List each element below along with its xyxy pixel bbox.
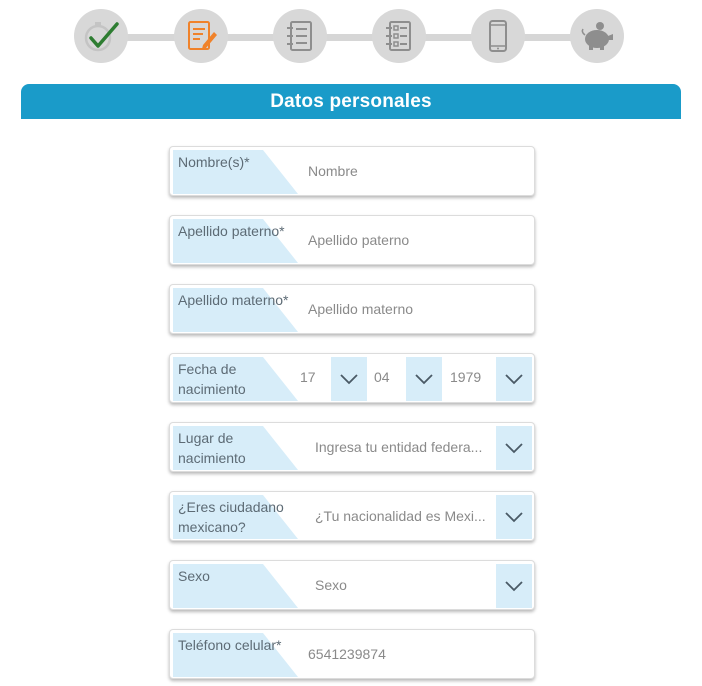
lugar-nacimiento-field[interactable] bbox=[169, 422, 535, 472]
month-dropdown-button[interactable] bbox=[406, 357, 442, 401]
fecha-nacimiento-field bbox=[169, 353, 535, 403]
telefono-input[interactable]: 6541239874 bbox=[308, 646, 386, 662]
year-dropdown-button[interactable] bbox=[496, 357, 532, 401]
sexo-select[interactable]: Sexo bbox=[315, 577, 347, 593]
chevron-down-icon bbox=[505, 580, 523, 592]
ciudadano-field[interactable] bbox=[169, 491, 535, 541]
sexo-field[interactable] bbox=[169, 560, 535, 610]
sexo-dropdown-button[interactable] bbox=[496, 564, 532, 608]
section-title: Datos personales bbox=[270, 90, 432, 112]
apellido-materno-field[interactable] bbox=[169, 284, 535, 334]
step-2-current[interactable] bbox=[174, 9, 228, 63]
smartphone-icon bbox=[480, 18, 516, 54]
chevron-down-icon bbox=[505, 442, 523, 454]
checklist-icon bbox=[282, 18, 318, 54]
step-4[interactable] bbox=[372, 9, 426, 63]
apellido-paterno-label: Apellido paterno* bbox=[178, 223, 285, 239]
nombre-input[interactable]: Nombre bbox=[308, 163, 358, 179]
progress-stepper bbox=[74, 9, 626, 65]
telefono-field[interactable] bbox=[169, 629, 535, 679]
apellido-paterno-input[interactable]: Apellido paterno bbox=[308, 232, 410, 248]
notebook-checklist-icon bbox=[381, 18, 417, 54]
chevron-down-icon bbox=[415, 373, 433, 385]
ciudadano-select[interactable]: ¿Tu nacionalidad es Mexi... bbox=[315, 508, 486, 524]
step-3[interactable] bbox=[273, 9, 327, 63]
section-header bbox=[21, 84, 681, 119]
chevron-down-icon bbox=[340, 373, 358, 385]
day-select-value[interactable]: 17 bbox=[300, 369, 316, 385]
fecha-nacimiento-label: Fecha de nacimiento bbox=[178, 361, 246, 397]
telefono-label: Teléfono celular* bbox=[178, 637, 282, 653]
step-6[interactable] bbox=[570, 9, 624, 63]
piggy-bank-icon bbox=[578, 18, 616, 54]
ciudadano-label: ¿Eres ciudadano mexicano? bbox=[178, 499, 284, 535]
apellido-paterno-field[interactable] bbox=[169, 215, 535, 265]
apellido-materno-input[interactable]: Apellido materno bbox=[308, 301, 414, 317]
ciudadano-dropdown-button[interactable] bbox=[496, 495, 532, 539]
apellido-materno-label: Apellido materno* bbox=[178, 292, 289, 308]
year-select-value[interactable]: 1979 bbox=[450, 369, 482, 385]
month-select-value[interactable]: 04 bbox=[374, 369, 390, 385]
lugar-nacimiento-dropdown-button[interactable] bbox=[496, 426, 532, 470]
day-dropdown-button[interactable] bbox=[331, 357, 367, 401]
chevron-down-icon bbox=[505, 511, 523, 523]
lugar-nacimiento-label: Lugar de nacimiento bbox=[178, 430, 246, 466]
sexo-label: Sexo bbox=[178, 568, 210, 584]
form-edit-icon bbox=[183, 18, 219, 54]
nombre-field[interactable] bbox=[169, 146, 535, 196]
step-1-completed[interactable] bbox=[74, 9, 128, 63]
stopwatch-check-icon bbox=[81, 16, 121, 56]
step-5[interactable] bbox=[471, 9, 525, 63]
chevron-down-icon bbox=[505, 373, 523, 385]
nombre-label: Nombre(s)* bbox=[178, 154, 250, 170]
lugar-nacimiento-select[interactable]: Ingresa tu entidad federa... bbox=[315, 439, 483, 455]
